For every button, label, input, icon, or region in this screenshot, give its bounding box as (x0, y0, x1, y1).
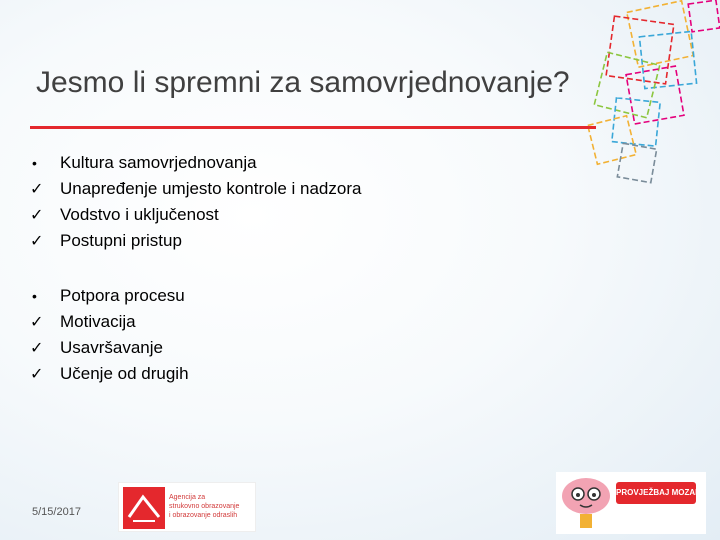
agency-logo-icon (123, 487, 165, 529)
list-item (30, 176, 361, 202)
brain-logo (556, 472, 706, 534)
list-item (30, 202, 361, 228)
slide-title: Jesmo li spremni za samovrjednovanje? (36, 66, 570, 99)
title-underline (30, 126, 596, 129)
list-item-text: Usavršavanje (60, 338, 163, 357)
agency-logo (118, 482, 256, 532)
list-item-text: Vodstvo i uključenost (60, 205, 219, 224)
brain-badge: PROVJEŽBAJ MOZAK! (616, 482, 696, 504)
list-item (30, 283, 189, 309)
list-item-text: Postupni pristup (60, 231, 182, 250)
list-item-text: Potpora procesu (60, 286, 185, 305)
list-item (30, 361, 189, 387)
dashed-squares-decoration (580, 0, 720, 195)
checkmark-icon: ✓ (30, 314, 44, 331)
list-item-text: Unapređenje umjesto kontrole i nadzora (60, 179, 362, 198)
bullet-marker: • (32, 288, 37, 304)
checkmark-icon: ✓ (30, 207, 44, 224)
checkmark-icon: ✓ (30, 181, 44, 198)
list-item-text: Učenje od drugih (60, 364, 189, 383)
checkmark-icon: ✓ (30, 233, 44, 250)
list-item (30, 228, 361, 254)
list-item (30, 335, 189, 361)
bullet-list-2 (30, 283, 189, 387)
slide-date: 5/15/2017 (32, 506, 81, 518)
list-item (30, 150, 361, 176)
list-item (30, 309, 189, 335)
list-item-text: Motivacija (60, 312, 136, 331)
checkmark-icon: ✓ (30, 340, 44, 357)
bullet-marker: • (32, 155, 37, 171)
bullet-list-1 (30, 150, 361, 254)
agency-logo-text: Agencija za strukovno obrazovanje i obrazovanje odraslih (169, 494, 240, 519)
checkmark-icon: ✓ (30, 366, 44, 383)
list-item-text: Kultura samovrjednovanja (60, 153, 257, 172)
brain-mascot-icon (556, 472, 616, 532)
